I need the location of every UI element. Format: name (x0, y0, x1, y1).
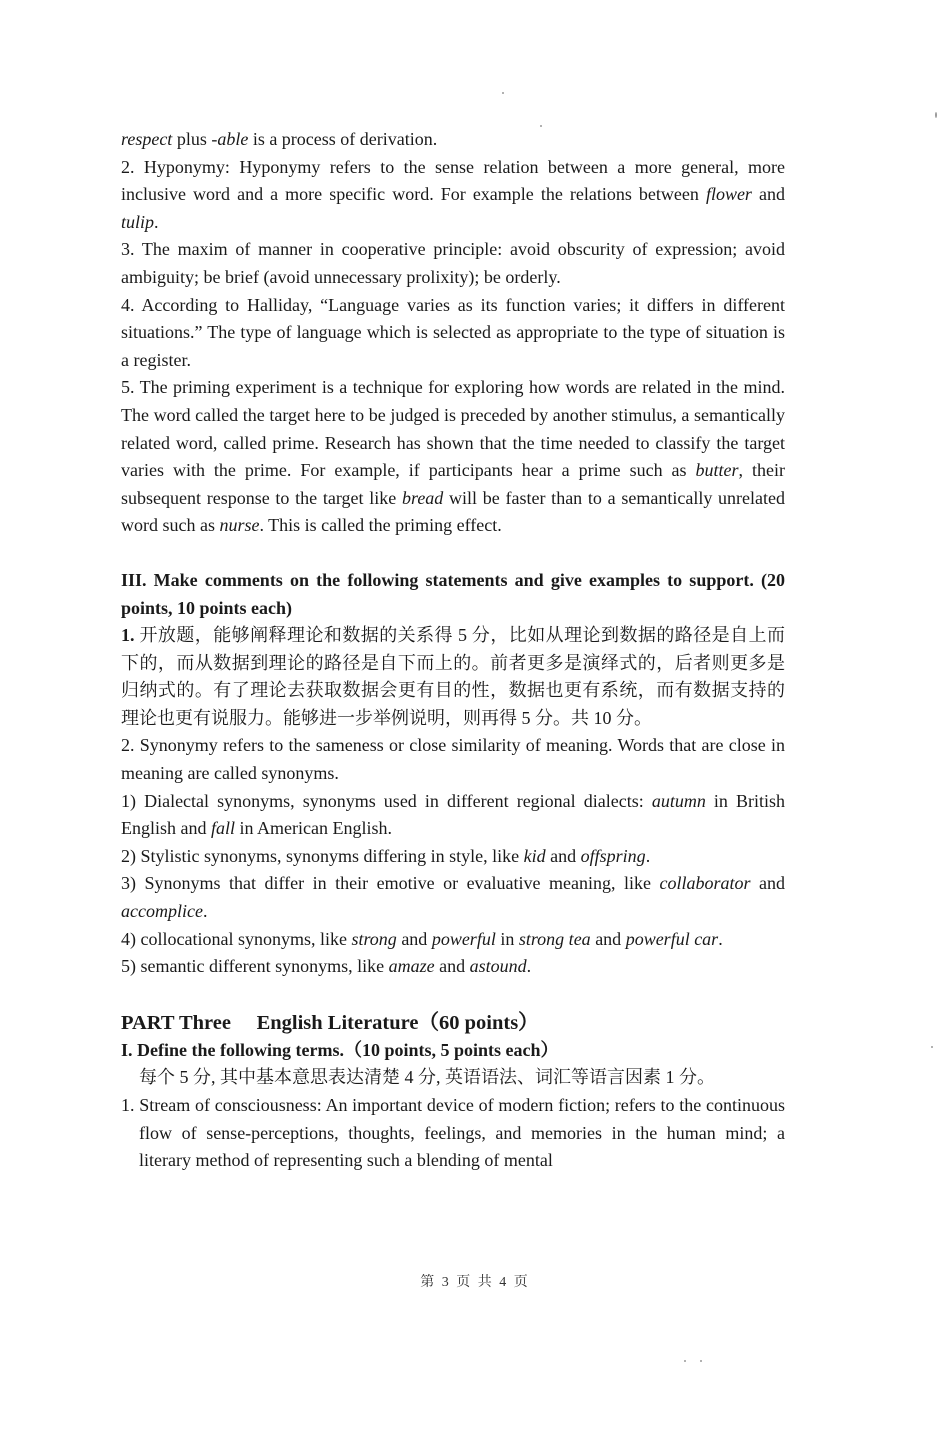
item-number: 1. (121, 625, 135, 646)
synonym-type-4 (121, 926, 785, 954)
scan-speck (700, 1360, 702, 1362)
term-italic: amaze (388, 956, 435, 977)
answer-item-5 (121, 374, 785, 540)
term-definition-1: 1. Stream of consciousness: An important device of modern fiction; refers to the continuous flow of sense-perceptions, thoughts, feelings, and memories in the human mind; a literary method of representing such a blending of mental (121, 1095, 785, 1171)
term-italic: flower (705, 184, 752, 205)
answer-text: . This is called the priming effect. (259, 515, 502, 536)
synonym-type-5 (121, 953, 785, 981)
term-italic: tulip (121, 211, 155, 232)
scan-speck (931, 1046, 933, 1048)
term-italic: bread (401, 487, 444, 508)
answer-text: . (202, 901, 208, 922)
answer-item-3: 3. The maxim of manner in cooperative principle: avoid obscurity of expression; avoid ambiguity; be brief (avoid unnecessary prolixity); be orderly. (121, 239, 785, 287)
answer-text: , their subsequent response to the target like (121, 460, 785, 508)
answer-text: is a process of derivation. (248, 129, 438, 149)
answer-text: in American English. (235, 818, 392, 839)
answer-text: 5) semantic different synonyms, like (121, 956, 389, 977)
answer-text: and (751, 184, 785, 205)
answer-text: . (718, 928, 723, 949)
answer-text: 4) collocational synonyms, like (121, 928, 352, 949)
term-italic: kid (523, 845, 546, 866)
answer-text: and (434, 956, 470, 977)
term-italic: respect (121, 129, 173, 149)
term-italic: powerful car (625, 928, 719, 949)
answer-text: . (645, 845, 651, 866)
term-italic: fall (211, 818, 236, 839)
term-italic: strong tea (518, 928, 591, 949)
part-three-title: PART Three English Literature（60 points） (121, 1011, 539, 1034)
scan-speck (502, 92, 504, 94)
section-iii-heading: III. Make comments on the following statements and give examples to support. (20 points, 10 points each) (121, 569, 785, 618)
term-italic: powerful (431, 928, 496, 949)
page-number-footer: 第 3 页 共 4 页 (420, 1275, 530, 1290)
answer-item-1-tail (121, 126, 785, 154)
section-iii-item-1 (121, 622, 785, 732)
answer-item-4: 4. According to Halliday, “Language varies as its function varies; it differs in different situations.” The type of language which is selected as appropriate to the type of situation is a register. (121, 294, 785, 370)
answer-text: 3) Synonyms that differ in their emotive or evaluative meaning, like (121, 873, 660, 894)
page-body (121, 126, 785, 1175)
term-italic: butter (695, 460, 739, 481)
answer-text: . (526, 956, 532, 977)
term-italic: offspring (580, 845, 646, 866)
answer-text: and (590, 928, 626, 949)
answer-text: 2) Stylistic synonyms, synonyms differing in style, like (121, 845, 524, 866)
answer-text: 2. Hyponymy: Hyponymy refers to the sense relation between a more general, more inclusive word and a more specific word. For example the relations between (121, 156, 785, 205)
term-italic: -able (211, 129, 249, 149)
answer-text: 5. The priming experiment is a technique for exploring how words are related in the mind. The word called the target here to be judged is preceded by another stimulus, a semantically related word, called prime. Research has shown that the time needed to classify the target varies with the prime. For example, if participants hear a prime such as (121, 377, 785, 481)
answer-item-2 (121, 154, 785, 237)
section-iii-item-2: 2. Synonymy refers to the sameness or close similarity of meaning. Words that are close in meaning are called synonyms. (121, 735, 785, 784)
synonym-type-1 (121, 788, 785, 843)
answer-text: and (750, 873, 785, 894)
answer-text: 开放题，能够阐释理论和数据的关系得 5 分，比如从理论到数据的路径是自上而下的，而从数据到理论的路径是自下而上的。前者更多是演绎式的，后者则更多是归纳式的。有了理论去获取数据会更有目的性，数据也更有系统，而有数据支持的理论也更有说服力。能够进一步举例说明，则再得 5 分。共 10 分。 (121, 625, 785, 728)
term-italic: nurse (219, 515, 260, 536)
scoring-note: 每个 5 分, 其中基本意思表达清楚 4 分, 英语语法、词汇等语言因素 1 分。 (139, 1067, 715, 1088)
answer-text: plus (172, 129, 212, 149)
answer-text: will be faster than to a semantically unrelated word such as (121, 487, 786, 536)
answer-text: 1) Dialectal synonyms, synonyms used in different regional dialects: (121, 790, 652, 811)
answer-text: and (545, 845, 581, 866)
answer-text: . (154, 211, 159, 232)
synonym-type-3 (121, 870, 785, 925)
term-italic: strong (351, 928, 397, 949)
term-italic: autumn (651, 790, 706, 811)
answer-text: in (495, 928, 519, 949)
answer-text: and (396, 928, 432, 949)
synonym-type-2 (121, 843, 785, 871)
term-italic: accomplice (121, 901, 203, 922)
term-italic: collaborator (659, 873, 751, 894)
scan-speck (684, 1360, 686, 1362)
term-italic: astound (469, 956, 527, 977)
scan-speck (935, 112, 937, 118)
part-three-section-i-heading: I. Define the following terms.（10 points, 5 points each） (121, 1039, 559, 1060)
answer-text: in British English and (121, 790, 786, 839)
